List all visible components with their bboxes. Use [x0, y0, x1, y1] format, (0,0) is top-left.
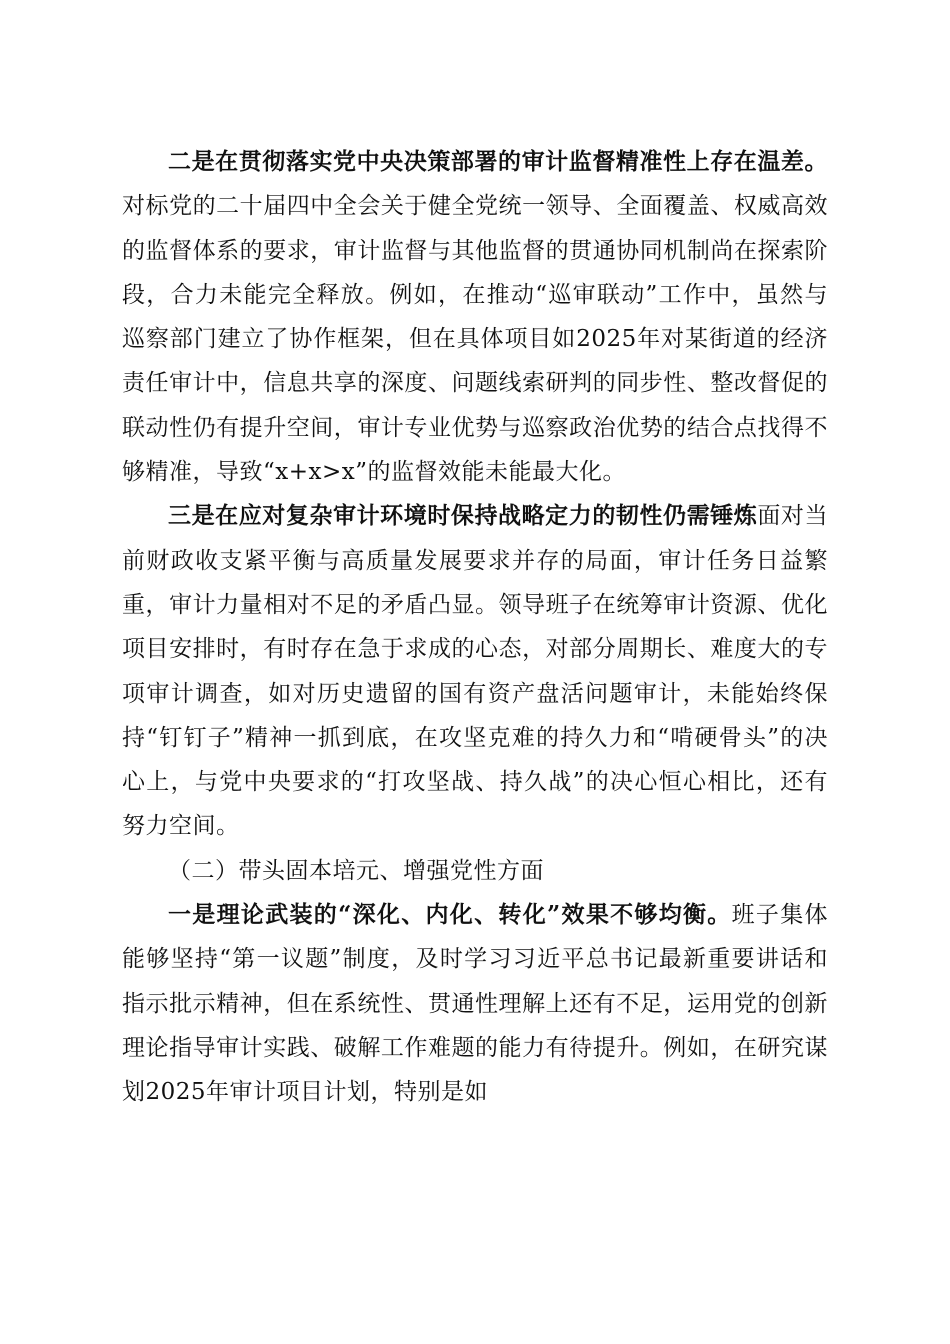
- paragraph-lead: 三是在应对复杂审计环境时保持战略定力的韧性仍需锤炼: [168, 502, 758, 530]
- section-heading: （二）带头固本培元、增强党性方面: [168, 857, 544, 884]
- document-body: [122, 140, 828, 1115]
- paragraph-body: 班子集体能够坚持“第一议题”制度，及时学习习近平总书记最新重要讲话和指示批示精神，但在系统性、贯通性理解上还有不足，运用党的创新理论指导审计实践、破解工作难题的能力有待提升。例如，在研究谋划2025年审计项目计划，特别是如: [122, 902, 829, 1106]
- paragraph-lead: 一是理论武装的“深化、内化、转化”效果不够均衡。: [168, 901, 732, 929]
- paragraph-body: 面对当前财政收支紧平衡与高质量发展要求并存的局面，审计任务日益繁重，审计力量相对不足的矛盾凸显。领导班子在统筹审计资源、优化项目安排时，有时存在急于求成的心态，对部分周期长、难度大的专项审计调查，如对历史遗留的国有资产盘活问题审计，未能始终保持“钉钉子”精神一抓到底，在攻坚克难的持久力和“啃硬骨头”的决心上，与党中央要求的“打攻坚战、持久战”的决心恒心相比，还有努力空间。: [122, 503, 829, 840]
- paragraph-three-is: [122, 494, 828, 848]
- paragraph-lead: 二是在贯彻落实党中央决策部署的审计监督精准性上存在温差。: [168, 148, 828, 175]
- paragraph-body: 对标党的二十届四中全会关于健全党统一领导、全面覆盖、权威高效的监督体系的要求，审计监督与其他监督的贯通协同机制尚在探索阶段，合力未能完全释放。例如，在推动“巡审联动”工作中，虽然与巡察部门建立了协作框架，但在具体项目如2025年对某街道的经济责任审计中，信息共享的深度、问题线索研判的同步性、整改督促的联动性仍有提升空间，审计专业优势与巡察政治优势的结合点找得不够精准，导致“x+x>x”的监督效能未能最大化。: [122, 193, 828, 486]
- paragraph-two-is: [122, 140, 828, 494]
- paragraph-one-is: [122, 893, 828, 1114]
